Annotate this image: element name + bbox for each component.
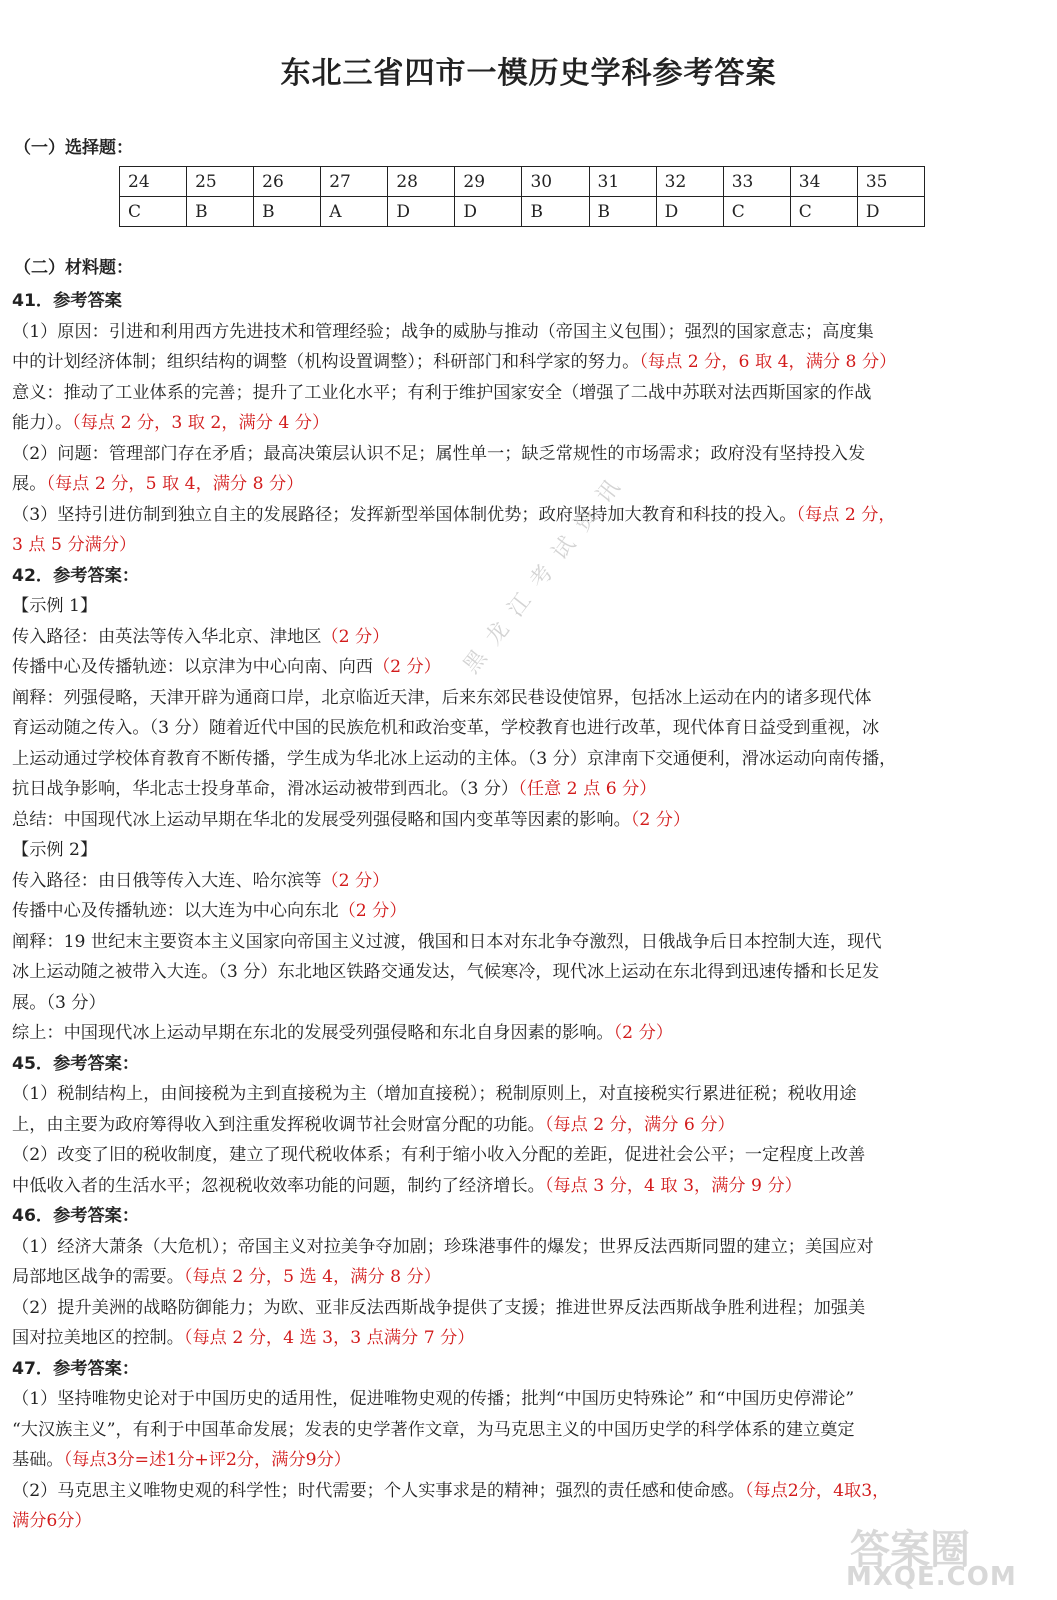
- score-note: 满分6分）: [12, 1511, 92, 1531]
- text-line: [12, 347, 1048, 378]
- score-note: （每点2分，4取3，: [744, 1480, 890, 1501]
- text-line: [12, 1140, 1048, 1171]
- answer-text: 【示例 1】: [12, 596, 98, 616]
- text-line: [12, 1445, 1048, 1476]
- answer-text: 冰上运动随之被带入大连。（3 分）东北地区铁路交通发达，气候寒冷，现代冰上运动在东北得到迅速传播和长足发: [12, 962, 880, 982]
- logo-domain: MXQE.COM: [846, 1562, 1017, 1592]
- site-logo: [846, 1518, 1046, 1594]
- answer-text: （1）经济大萧条（大危机）；帝国主义对拉美争夺加剧；珍珠港事件的爆发；世界反法西斯同盟的建立；美国应对: [12, 1236, 874, 1257]
- answer-cell: A: [321, 197, 388, 227]
- text-line: [12, 1476, 1048, 1507]
- logo-text: 答案圈: [850, 1527, 970, 1573]
- answer-cell: C: [723, 197, 790, 227]
- text-line: [12, 1293, 1048, 1324]
- text-line: [12, 683, 1048, 714]
- question-heading: 45．参考答案：: [12, 1053, 140, 1074]
- text-line: [12, 500, 1048, 531]
- text-line: [12, 1232, 1048, 1263]
- question-number-row: [120, 167, 925, 197]
- question-heading: 41．参考答案: [12, 291, 122, 311]
- question-number: 25: [187, 167, 254, 197]
- text-line: [12, 896, 1048, 927]
- answer-cell: B: [522, 197, 589, 227]
- watermark: 黑龙江考试资讯: [458, 464, 634, 679]
- answer-cell: D: [455, 197, 522, 227]
- text-line: [12, 1415, 1048, 1446]
- answer-text: 上运动通过学校体育教育不断传播，学生成为华北冰上运动的主体。（3 分）京津南下交通便利，滑冰运动向南传播，: [12, 748, 897, 769]
- score-note: （每点 2 分，满分 6 分）: [544, 1114, 735, 1135]
- question-heading: 46．参考答案：: [12, 1206, 140, 1226]
- answer-table: [119, 166, 925, 227]
- text-line: [12, 317, 1048, 348]
- answer-text: 阐释：列强侵略，天津开辟为通商口岸，北京临近天津，后来东郊民巷设使馆界，包括冰上运动在内的诸多现代体: [12, 687, 872, 708]
- answer-body: [12, 286, 1048, 1537]
- answer-text: 基础。: [12, 1450, 64, 1470]
- answer-text: （2）提升美洲的战略防御能力；为欧、亚非反法西斯战争提供了支援；推进世界反法西斯战争胜利进程；加强美: [12, 1297, 866, 1318]
- answer-text: （2）马克思主义唯物史观的科学性；时代需要；个人实事求是的精神；强烈的责任感和使命感。: [12, 1480, 745, 1501]
- answer-cell: D: [656, 197, 723, 227]
- answer-cell: D: [388, 197, 455, 227]
- score-note: （每点 2 分，5 取 4，满分 8 分）: [46, 474, 304, 494]
- text-line: [12, 530, 1048, 561]
- answer-text: 中低收入者的生活水平；忽视税收效率功能的问题，制约了经济增长。: [12, 1175, 545, 1196]
- question-number: 34: [790, 167, 857, 197]
- answer-text: 传播中心及传播轨迹：以京津为中心向南、向西: [12, 657, 373, 677]
- answer-text: 总结：中国现代冰上运动早期在华北的发展受列强侵略和国内变革等因素的影响。: [12, 809, 631, 830]
- answer-text: 意义：推动了工业体系的完善；提升了工业化水平；有利于维护国家安全（增强了二战中苏联对法西斯国家的作战: [12, 382, 872, 403]
- question-number: 27: [321, 167, 388, 197]
- score-note: （每点 2 分，3 取 2，满分 4 分）: [72, 413, 330, 433]
- answer-text: 展。（3 分）: [12, 992, 106, 1013]
- text-line: [12, 469, 1048, 500]
- question-number: 33: [723, 167, 790, 197]
- score-note: （每点 2 分，5 选 4，满分 8 分）: [183, 1267, 441, 1287]
- question-number: 26: [254, 167, 321, 197]
- score-note: （每点 2 分，4 选 3，3 点满分 7 分）: [183, 1328, 475, 1348]
- text-line: [12, 1018, 1048, 1049]
- text-line: [12, 805, 1048, 836]
- text-line: [12, 744, 1048, 775]
- answer-text: （2）改变了旧的税收制度，建立了现代税收体系；有利于缩小收入分配的差距，促进社会公平；一定程度上改善: [12, 1145, 866, 1165]
- answer-text: （2）问题：管理部门存在矛盾；最高决策层认识不足；属性单一；缺乏常规性的市场需求；政府没有坚持投入发: [12, 443, 866, 464]
- text-line: [12, 1079, 1048, 1110]
- answer-text: “大汉族主义”，有利于中国革命发展；发表的史学著作文章，为马克思主义的中国历史学的科学体系的建立奠定: [12, 1419, 855, 1440]
- text-line: [12, 1201, 1048, 1232]
- answer-cell: B: [254, 197, 321, 227]
- text-line: [12, 835, 1048, 866]
- question-number: 31: [589, 167, 656, 197]
- answer-text: （3）坚持引进仿制到独立自主的发展路径；发挥新型举国体制优势；政府坚持加大教育和科技的投入。: [12, 504, 797, 525]
- text-line: [12, 1262, 1048, 1293]
- answer-text: 局部地区战争的需要。: [12, 1267, 184, 1287]
- answer-cell: B: [187, 197, 254, 227]
- answer-text: （1）税制结构上，由间接税为主到直接税为主（增加直接税）；税制原则上，对直接税实行累进征税；税收用途: [12, 1084, 857, 1104]
- text-line: [12, 1384, 1048, 1415]
- score-note: （每点 3 分，4 取 3，满分 9 分）: [544, 1175, 802, 1196]
- answer-text: （1）坚持唯物史论对于中国历史的适用性，促进唯物史观的传播；批判“中国历史特殊论” 和“中国历史停滞论”: [12, 1389, 855, 1409]
- score-note: 3 点 5 分满分）: [12, 535, 137, 555]
- score-note: （2 分）: [613, 1023, 673, 1043]
- question-number: 30: [522, 167, 589, 197]
- question-number: 29: [455, 167, 522, 197]
- text-line: [12, 1110, 1048, 1141]
- answer-text: 【示例 2】: [12, 840, 98, 860]
- answer-cell: B: [589, 197, 656, 227]
- answer-cell: C: [790, 197, 857, 227]
- answer-text: 上，由主要为政府筹得收入到注重发挥税收调节社会财富分配的功能。: [12, 1114, 545, 1135]
- answer-cell: D: [857, 197, 924, 227]
- question-number: 35: [857, 167, 924, 197]
- text-line: [12, 622, 1048, 653]
- answer-text: 展。: [12, 474, 47, 494]
- text-line: [12, 408, 1048, 439]
- text-line: [12, 957, 1048, 988]
- answer-text: 抗日战争影响，华北志士投身革命，滑冰运动被带到西北。（3 分）: [12, 779, 519, 799]
- answer-cell: C: [120, 197, 187, 227]
- text-line: [12, 286, 1048, 317]
- text-line: [12, 1323, 1048, 1354]
- text-line: [12, 866, 1048, 897]
- text-line: [12, 988, 1048, 1019]
- text-line: [12, 652, 1048, 683]
- answer-text: 传播中心及传播轨迹：以大连为中心向东北: [12, 901, 339, 921]
- text-line: [12, 1049, 1048, 1080]
- score-note: （2 分）: [321, 626, 390, 647]
- page-title: 东北三省四市一模历史学科参考答案: [280, 56, 777, 91]
- question-number: 28: [388, 167, 455, 197]
- answer-row: [120, 197, 925, 227]
- score-note: （每点 2 分，: [796, 504, 896, 525]
- answer-text: 能力）。: [12, 413, 73, 433]
- text-line: [12, 1171, 1048, 1202]
- answer-text: 阐释：19 世纪末主要资本主义国家向帝国主义过渡，俄国和日本对东北争夺激烈，日俄战争后日本控制大连，现代: [12, 931, 882, 952]
- section-material-heading: （二）材料题：: [14, 258, 133, 278]
- score-note: （2 分）: [321, 870, 390, 891]
- text-line: [12, 927, 1048, 958]
- score-note: （每点 2 分，6 取 4，满分 8 分）: [639, 352, 897, 372]
- text-line: [12, 713, 1048, 744]
- score-note: （2 分）: [630, 809, 691, 830]
- text-line: [12, 378, 1048, 409]
- text-line: [12, 774, 1048, 805]
- text-line: [12, 439, 1048, 470]
- answer-text: 育运动随之传入。（3 分）随着近代中国的民族危机和政治变革，学校教育也进行改革，现代体育日益受到重视，冰: [12, 718, 880, 738]
- score-note: （2 分）: [372, 657, 441, 677]
- answer-text: 国对拉美地区的控制。: [12, 1328, 184, 1348]
- score-note: （2 分）: [338, 901, 407, 921]
- answer-text: （1）原因：引进和利用西方先进技术和管理经验；战争的威胁与推动（帝国主义包围）；强烈的国家意志；高度集: [12, 321, 874, 342]
- question-heading: 42．参考答案：: [12, 565, 140, 586]
- section-choice-heading: （一）选择题：: [14, 138, 133, 158]
- answer-text: 传入路径：由英法等传入华北京、津地区: [12, 626, 322, 647]
- text-line: [12, 1354, 1048, 1385]
- answer-text: 综上：中国现代冰上运动早期在东北的发展受列强侵略和东北自身因素的影响。: [12, 1023, 614, 1043]
- question-heading: 47．参考答案：: [12, 1358, 140, 1379]
- question-number: 32: [656, 167, 723, 197]
- score-note: （每点3分=述1分+评2分，满分9分）: [63, 1450, 351, 1470]
- question-number: 24: [120, 167, 187, 197]
- score-note: （任意 2 点 6 分）: [518, 779, 657, 799]
- answer-text: 中的计划经济体制；组织结构的调整（机构设置调整）；科研部门和科学家的努力。: [12, 352, 640, 372]
- answer-text: 传入路径：由日俄等传入大连、哈尔滨等: [12, 870, 322, 891]
